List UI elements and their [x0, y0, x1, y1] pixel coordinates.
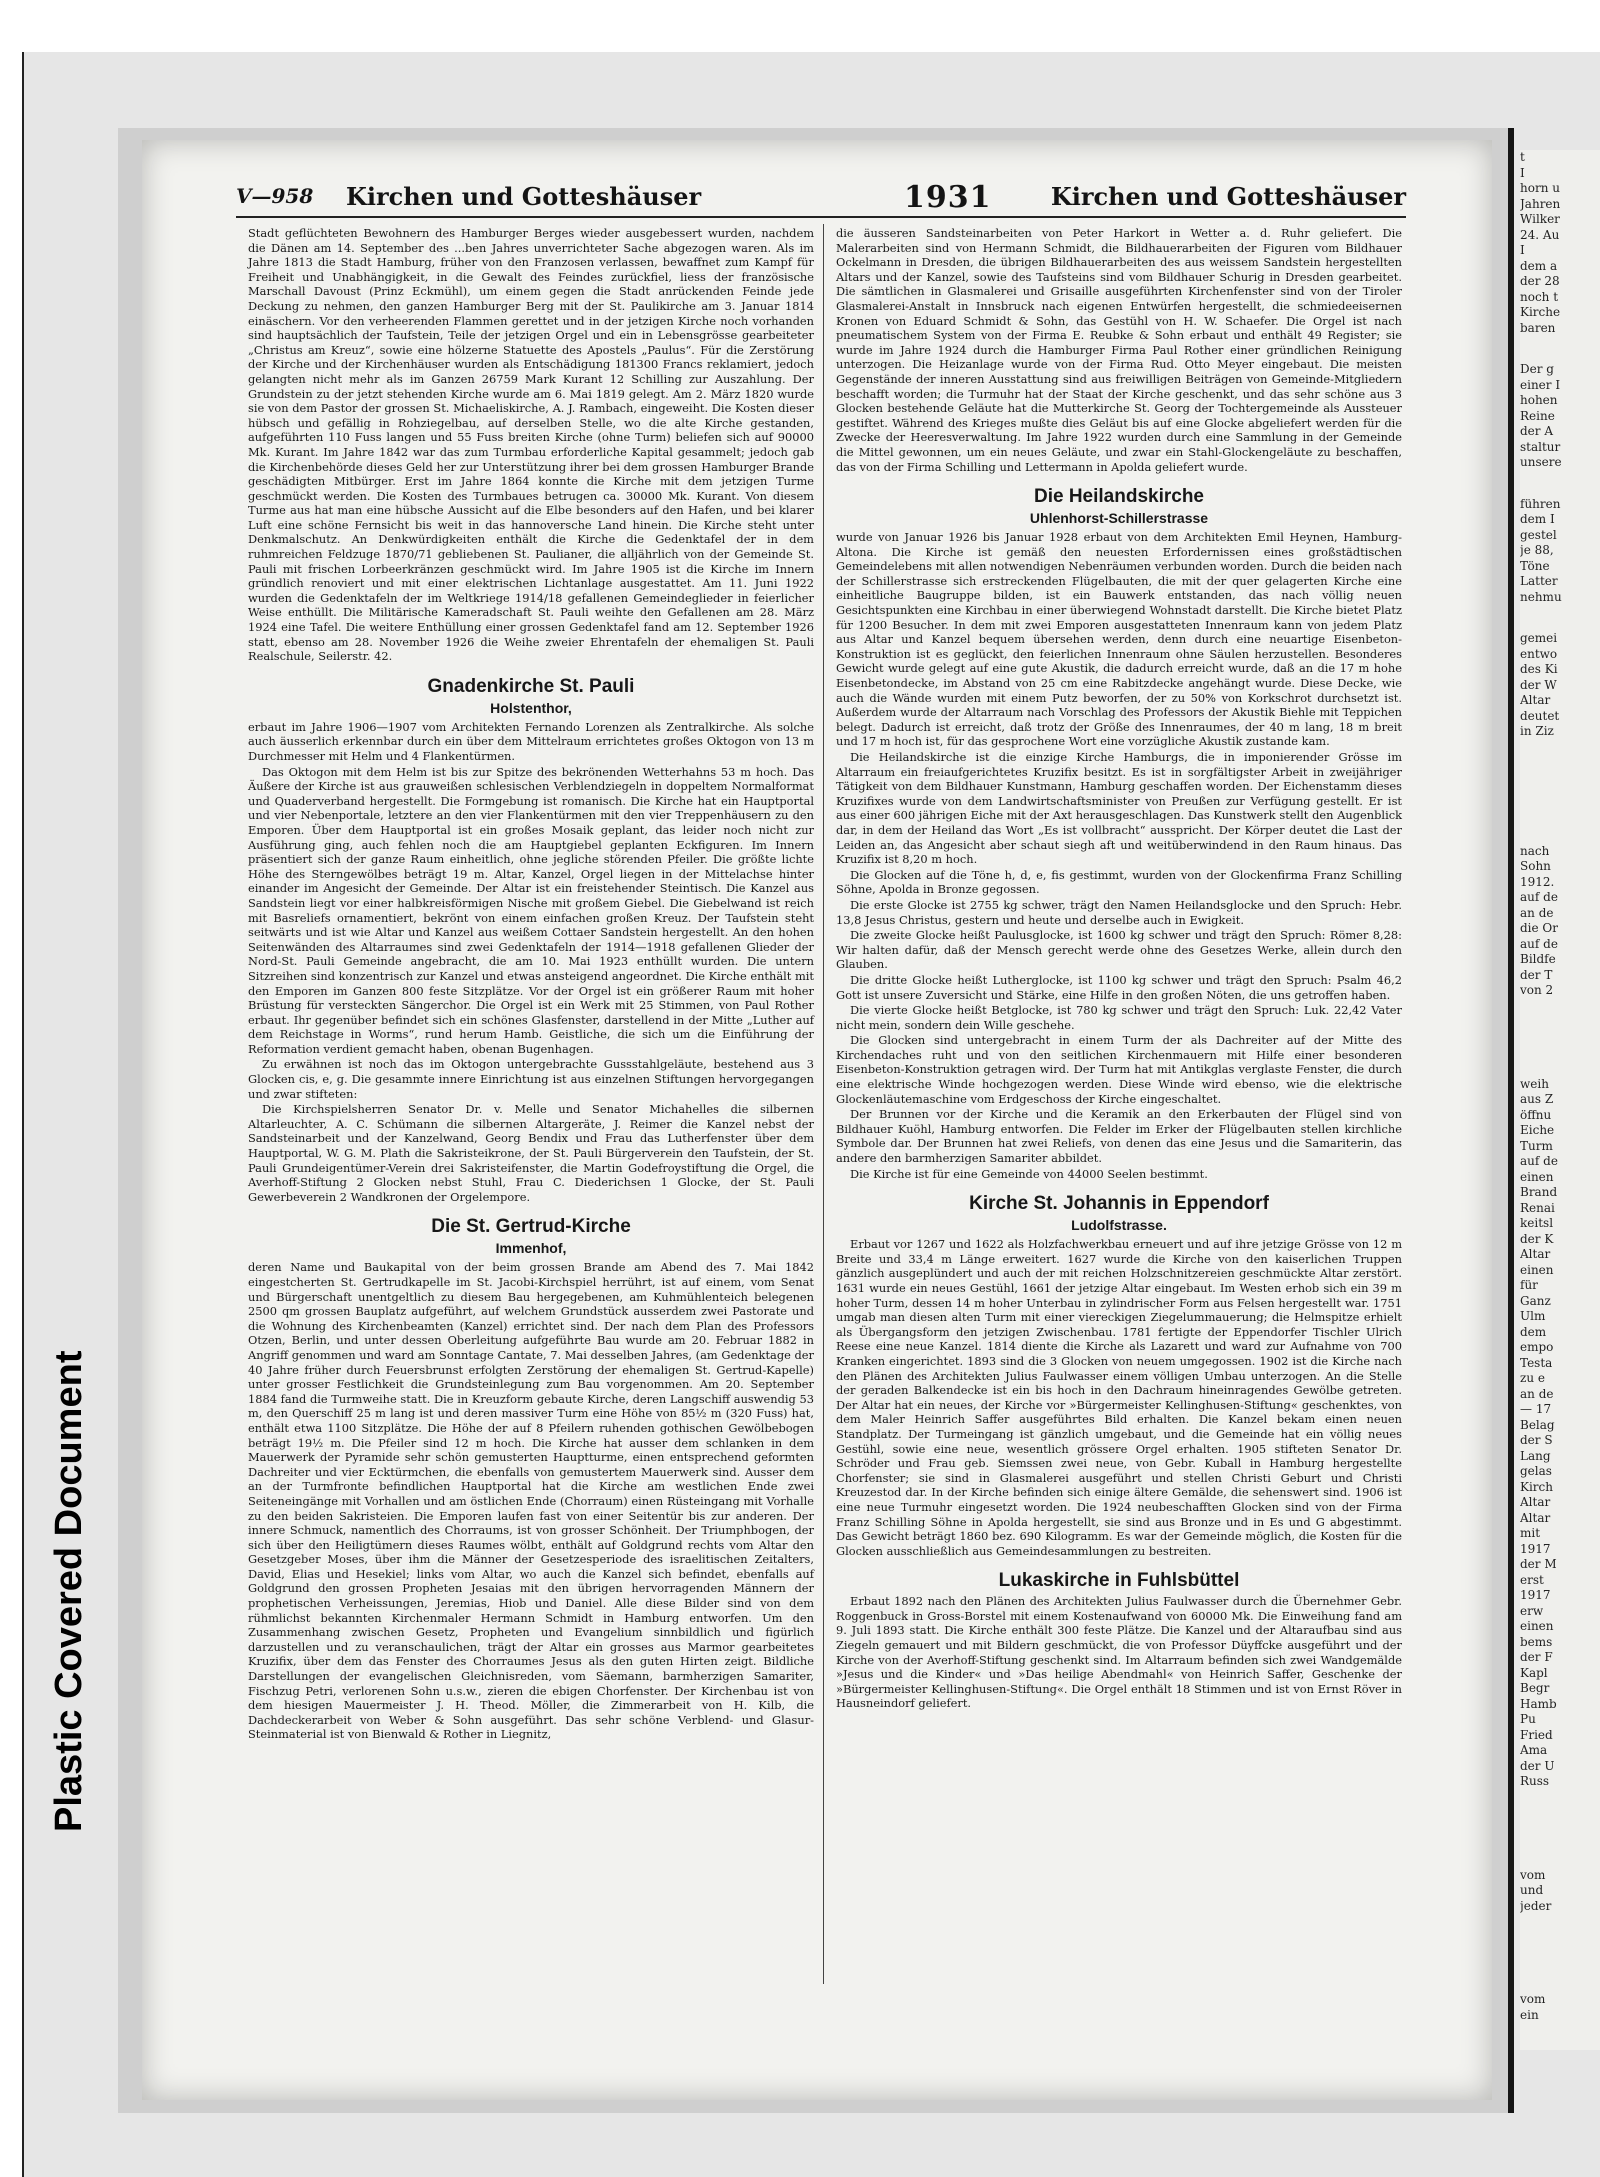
fragment-line: Reine [1520, 408, 1555, 423]
header-rule [236, 216, 1406, 218]
fragment-line: noch t [1520, 289, 1559, 304]
fragment-line [1520, 1940, 1600, 1966]
fragment-line: horn u [1520, 181, 1560, 195]
fragment-line: — 17 [1520, 1402, 1552, 1416]
paragraph: erbaut im Jahre 1906—1907 vom Architekten Fernando Lorenzen als Zentralkirche. Als solche auch äusserlich erkennbar durch ein über dem Mittelraum errichtetes großes Oktogon von 13 m Durchmesser mit Helm und 4 Flankentürmen. [248, 719, 814, 763]
fragment-line: Altar [1520, 1247, 1551, 1261]
paragraph: Das Oktogon mit dem Helm ist bis zur Spitze des bekrönenden Wetterhahns 53 m hoch. Das Äußere der Kirche ist aus grauweißen schlesischen Verblendziegeln in doppeltem Normalformat und Quaderverband hergestellt. Die Formgebung ist romanisch. Die Kirche hat ein Hauptportal und vier Nebenportale, letztere an den vier Flankentürmen mit den vier Treppenhäusern zu den Emporen. Über dem Hauptportal ist ein großes Mosaik geplant, das leider noch nicht zur Ausführung ging, auch fehlen noch die am Hauptgiebel geplanten Eckfiguren. Im Innern präsentiert sich der ganze Raum einheitlich, ohne jegliche störenden Pfeiler. Die größte lichte Höhe des Sterngewölbes beträgt 19 m. Altar, Kanzel, Orgel liegen in der Mittelachse hinter einander im Angesicht der Gemeinde. Der Altar ist ein freistehender Steintisch. Die Kanzel aus Sandstein liegt vor einer halbkreisförmigen Nische mit großem Giebel. Die Giebelwand ist reich mit Basreliefs ornamentiert, bekrönt von einem einfachen großen Kreuz. Der Taufstein steht seitwärts und ist wie Altar und Kanzel aus weißem Cottaer Sandstein hergestellt. An den hohen Seitenwänden des Altarraumes sind zwei Gedenktafeln der 1914—1918 gefallenen Glieder der Nord-St. Pauli Gemeinde angebracht, die am 10. Mai 1923 enthüllt wurden. Die untern Sitzreihen sind konzentrisch zur Kanzel und etwas ansteigend angeordnet. Die Kirche enthält mit den Emporen im Ganzen 800 feste Sitzplätze. Vor der Orgel ist ein größerer Raum mit hoher Brüstung für versteckten Sängerchor. Die Orgel ist ein Werk mit 25 Stimmen, von Paul Rother erbaut. Ihr gegenüber befindet sich ein schönes Glasfenster, darstellend in der Mitte „Luther auf dem Reichstage in Worms“, rund herum Hamb. Geistliche, die sich um die Einführung der Reformation verdient gemacht haben, obenan Bugenhagen. [248, 764, 814, 1056]
heilandskirche-text [836, 530, 1402, 1181]
fragment-line: Altar [1520, 1510, 1551, 1525]
fragment-line: zu e [1520, 1371, 1545, 1385]
fragment-line: 1917 [1520, 1588, 1551, 1602]
fragment-line: Altar [1520, 1495, 1551, 1509]
fragment-line: nach [1520, 843, 1550, 858]
fragment-line: Hamb [1520, 1696, 1557, 1711]
fragment-line [1520, 792, 1600, 818]
fragment-line: Altar [1520, 693, 1551, 707]
section-title-lukaskirche: Lukaskirche in Fuhlsbüttel [998, 1570, 1240, 1592]
fragment-line: jeder [1520, 1898, 1552, 1913]
fragment-line [1520, 1025, 1600, 1051]
paragraph: Die Kirchspielsherren Senator Dr. v. Melle und Senator Michahelles die silbernen Altarleuchter, A. C. Schümann die silbernen Altargeräte, J. Reimer die Kanzel nebst der Sandsteinarbeit und der Kanzelwand, Georg Bendix und Frau das Lutherfenster über dem Hauptportal, W. G. M. Plath die Sakristeikrone, der St. Pauli Bürgerverein den Taufstein, der St. Pauli Grundeigentümer-Verein drei Sakristeifenster, die Martin Godefroystiftung die Orgel, die Averhoff-Stiftung 2 Glocken nebst Stuhl, Frau C. Diederichsen 1 Glocke, der St. Pauli Gewerbeverein 2 Wandkronen der Orgelempore. [248, 1102, 814, 1204]
fragment-line: Latter [1520, 574, 1558, 588]
left-intro [248, 226, 814, 664]
fragment-line [1520, 1790, 1600, 1816]
fragment-line: und [1520, 1883, 1544, 1897]
section-title-st-gertrud: Die St. Gertrud-Kirche [431, 1216, 631, 1238]
fragment-line: t [1520, 150, 1525, 164]
side-label: Plastic Covered Document [48, 1350, 90, 1832]
fragment-line: Eiche [1520, 1123, 1555, 1137]
fragment-line: aus Z [1520, 1092, 1554, 1106]
paragraph: Die Glocken sind untergebracht in einem Turm der als Dachreiter auf der Mitte des Kirchendaches ruht und von den seitlichen Kirchenmauern mit Hilfe einer besonderen Eisenbeton-Konstruktion getragen wird. Der Turm hat mit Antikglas verglaste Fenster, die durch eine elektrische Winde hochgezogen werden. Diese Winde wird ebenso, wie die elektrische Glockenläutemaschine vom Erdgeschoss der Kirche eingeschaltet. [836, 1033, 1402, 1106]
paragraph: wurde von Januar 1926 bis Januar 1928 erbaut von dem Architekten Emil Heynen, Hamburg-Altona. Die Kirche ist gemäß den neuesten Erfordernissen eines großstädtischen Gemeindelebens mit allen notwendigen Nebenräumen verbunden worden. Durch die beiden nach der Schillerstrasse sich erstreckenden Flügelbauten, die mit der quer gelagerten Kirche eine einheitliche Baugruppe bilden, ist ein Bauwerk entstanden, das nach völlig neuen Gesichtspunkten eine Kirchbau in einer überwiegend Wohnstadt darstellt. Die Kirche bietet Platz für 1200 Besucher. In dem mit zwei Emporen ausgestatteten Innenraum kann von jedem Platz aus Altar und Kanzel bequem übersehen werden, denn durch eine neuartige Eisenbeton-Konstruktion ist es geglückt, den feierlichen Innenraum ohne Säulen herzustellen. Besonderes Gewicht wurde gelegt auf eine gute Akustik, die dadurch erreicht wurde, daß an die 17 m hohe Eisenbetondecke, im Abstand von 25 cm eine Rabitzdecke angehängt wurde. Diese Decke, wie auch die Wände wurden mit einem Putz beworfen, der zu 50% von Korkschrot durchsetzt ist. Außerdem wurde der Altarraum nach Vorschlag des Professors der Akustik Biehle mit Teppichen belegt. Dadurch ist erreicht, daß trotz der Größe des Innenraumes, der 40 m lang, 18 m breit und 17 m hoch ist, für das gesprochene Wort eine vorzügliche Akustik zustande kam. [836, 530, 1402, 749]
fragment-line: Belag [1520, 1417, 1555, 1432]
fragment-line: Begr [1520, 1681, 1550, 1695]
fragment-line [1520, 1842, 1600, 1868]
fragment-line: Renai [1520, 1200, 1555, 1215]
paragraph: Die zweite Glocke heißt Paulusglocke, ist 1600 kg schwer und trägt den Spruch: Römer 8,28: Wir halten dafür, daß der Mensch gerecht werde ohne des Gesetzes Werke, allein durch den Glauben. [836, 928, 1402, 972]
fragment-line [1520, 766, 1600, 792]
paragraph: Die vierte Glocke heißt Betglocke, ist 780 kg schwer und trägt den Spruch: Luk. 22,42 Vater nicht mein, sondern dein Wille geschehe. [836, 1003, 1402, 1032]
right-intro [836, 226, 1402, 474]
fragment-line: Kirch [1520, 1479, 1553, 1494]
fragment-line: weih [1520, 1076, 1549, 1091]
fragment-line: führen [1520, 496, 1561, 511]
section-title-st-johannis: Kirche St. Johannis in Eppendorf [969, 1193, 1269, 1215]
paragraph: Die Kirche ist für eine Gemeinde von 44000 Seelen bestimmt. [850, 1166, 1208, 1181]
gnadenkirche-text [248, 720, 814, 1205]
paragraph: Die Heilandskirche ist die einzige Kirche Hamburgs, die in imponierender Grösse im Altarraum ein freiaufgerichtetes Kruzifix besitzt. Es ist in sorgfältigster Arbeit in zweijähriger Tätigkeit von dem Bildhauer Kunstmann, Hamburg geschaffen worden. Der Eichenstamm dieses Kruzifixes wurde von dem Landwirtschaftsminister von Preußen zur Verfügung gestellt. Er ist aus einer 600 jährigen Eiche mit der Axt herausgeschlagen. Das Kunstwerk stellt den Augenblick dar, in dem der Heiland das Wort „Es ist vollbracht“ ausspricht. Der Körper deutet die Last der Leiden an, das Angesicht aber schaut siegh aft und weitüberwindend in den Raum hinaus. Das Kruzifix ist 8,20 m hoch. [836, 750, 1402, 867]
fragment-line [1520, 336, 1600, 362]
fragment-line: der T [1520, 967, 1553, 982]
section-title-heilandskirche: Die Heilandskirche [1033, 486, 1205, 508]
header-right-title: Kirchen und Gotteshäuser [1050, 182, 1406, 211]
st-johannis-text [836, 1237, 1402, 1558]
fragment-line: der S [1520, 1433, 1553, 1447]
fragment-line [1520, 1914, 1600, 1940]
fragment-line: deutet [1520, 708, 1560, 723]
fragment-line: dem a [1520, 258, 1558, 273]
paragraph: Stadt geflüchteten Bewohnern des Hamburger Berges wieder ausgebessert wurden, nachdem die Dänen am 14. September des ...ben Jahres unverrichteter Sache abgezogen waren. Als im Jahre 1813 die Stadt Hamburg, früher von den Franzosen verlassen, bewaffnet zum Kampf für Freiheit und Unabhängigkeit, in die Gewalt des Feindes zurückfiel, liess der französische Marschall Davoust (Prinz Eckmühl), um einem gegen die Stadt anrückenden Feinde jede Deckung zu nehmen, den ganzen Hamburger Berg mit der St. Paulikirche am 3. Januar 1814 einäschern. Vor den verheerenden Flammen gerettet und in der jetzigen Kirche noch vorhanden sind hauptsächlich der Taufstein, Teile der jetzigen Orgel und ein in Lebensgrösse gearbeiteter „Christus am Kreuz“, sowie eine hölzerne Statuette des Apostels „Paulus“. Für die Zerstörung der Kirche und der Kirchenhäuser wurden als Entschädigung 181300 Francs reklamiert, jedoch gelangten nicht mehr als im Ganzen 26759 Mark Kurant 12 Schilling zur Auszahlung. Der Grundstein zu der jetzt stehenden Kirche wurde am 6. Mai 1819 gelegt. Am 2. März 1820 wurde sie von dem Pastor der grossen St. Michaeliskirche, A. J. Rambach, eingeweiht. Die Kosten dieser hübsch und gefällig in Rohziegelbau, auf derselben Stelle, wo die alte Kirche gestanden, aufgeführten 110 Fuss langen und 55 Fuss breiten Kirche (ohne Turm) beliefen sich auf 90000 Mk. Kurant. Im Jahre 1842 war das zum Turmbau erforderliche Kapital gesammelt; jedoch gab die Kirchenbehörde dieses Geld her zur Unterstützung ihrer bei dem grossen Hamburger Brande geschädigten Mitbürger. Erst im Jahre 1864 konnte die Kirche mit dem jetzigen Turme geschmückt werden. Die Kosten des Turmbaues betrugen ca. 30000 Mk. Kurant. Von diesem Turme aus hat man eine hübsche Aussicht auf die Elbe besonders auf den Hafen, und bei klarer Luft eine schöne Fernsicht bis weit in das hannoversche Land hinein. Die Kirche steht unter Denkmalschutz. An Denkwürdigkeiten enthält die Kirche die Gedenktafel der in dem ruhmreichen Feldzuge 1870/71 gebliebenen St. Paulianer, die alljährlich von der Gemeinde St. Pauli mit frischen Lorbeerkränzen geschmückt wird. Im Jahre 1905 ist die Kirche im Innern gründlich renoviert und mit einer elektrischen Lichtanlage ausgestattet. Am 11. Juni 1922 wurden die Gedenktafeln der im Weltkriege 1914/18 gefallenen Gemeindeglieder in feierlicher Weise enthüllt. Die Militärische Kameradschaft St. Pauli weihte den Gefallenen am 28. März 1924 eine Tafel. Die weitere Enthüllung einer grossen Gedenktafel fand am 12. September 1926 statt, ebenso am 28. November 1926 die Weihe zweier Ehrentafeln der ehemaligen St. Pauli Realschule, Seilerstr. 42. [248, 226, 814, 664]
fragment-line [1520, 605, 1600, 631]
paragraph: deren Name und Baukapital von der beim grossen Brande am Abend des 7. Mai 1842 eingestcherten St. Gertrudkapelle im St. Jacobi-Kirchspiel herrührt, ist auf einem, vom Senat und Bürgerschaft unentgeltlich zu diesem Bau hergegebenen, am Kuhmühlenteich belegenen 2500 qm grossen Bauplatz aufgeführt, auf welchem Grundstück ausserdem zwei Pastorate und die Wohnung des Kirchenbeamten (Kanzel) errichtet sind. Der nach dem Plan des Professors Otzen, Berlin, und unter dessen Oberleitung aufgeführte Bau wurde am 20. Februar 1882 in Angriff genommen und ward am Sonntage Cantate, 7. Mai desselben Jahres, (am Gedenktage der 40 Jahre früher durch Feuersbrunst erfolgten Zerstörung der ehemaligen St. Gertrud-Kapelle) unter grosser Festlichkeit die Grundsteinlegung zum Bau vorgenommen. Am 20. September 1884 fand die Turmweihe statt. Die in Kreuzform gebaute Kirche, deren Langschiff auswendig 53 m, den Querschiff 25 m lang ist und deren massiver Turm eine Höhe von 85½ m (320 Fuss) hat, enthält etwa 1100 Sitzplätze. Die Höhe der auf 8 Pfeilern ruhenden gothischen Gewölbebogen beträgt 19½ m. Die Pfeiler sind 12 m hoch. Die Kirche hat ausser dem schlanken in dem Mauerwerk der Pyramide sehr schön gemusterten Hauptturme, einen entsprechend geformten Dachreiter und vier Ecktürmchen, die ebenfalls von gemustertem Mauerwerk sind. Ausser dem an der Turmfronte befindlichen Hauptportal hat die Kirche am westlichen Ende zwei Seiteneingänge mit Vorhallen und am östlichen Ende (Chorraum) einen Rüsteingang mit Vorhalle zu den beiden Sakristeien. Die Emporen laufen fast von einer Seitentür bis zur anderen. Der innere Schmuck, namentlich des Chorraums, ist von grosser Schönheit. Der Triumphbogen, der sich über den Heiligtümern dieses Raumes wölbt, enthält auf Goldgrund rechts vom Altar den Gesetzgeber Moses, über ihm die Männer der Gesetzesperiode des israelitischen Zeitalters, David, Elias und Hesekiel; links vom Altar, wo auch die Kanzel sich befindet, ebenfalls auf Goldgrund den grossen Propheten Jesaias mit den übrigen hervorragenden Männern der prophetischen Verheissungen, Jeremias, Hiob und Daniel. Alle diese Bilder sind von dem rühmlichst bekannten Kirchenmaler Hermann Schmidt in Hamburg entworfen. Um den Zusammenhang zwischen Gesetz, Propheten und Evangelium sinnbildlich und figürlich darzustellen und zu veranschaulichen, trägt der Altar ein grosses aus Marmor gearbeitetes Kruzifix, über dem das Fenster des Chorraumes Jesus als den guten Hirten zeigt. Bildliche Darstellungen der evangelischen Gleichnisreden, vom Säemann, barmherzigen Samariter, Fischzug Petri, verlorenen Sohn u.s.w., zieren die ebigen Chorfenster. Der Kirchenbau ist von dem hiesigen Mauermeister J. H. Theod. Möller, die Zimmerarbeit von H. Kilb, die Dachdeckerarbeit von Weber & Sohn ausgeführt. Das sehr schöne Verblend- und Glasur-Steinmaterial ist von Bienwald & Rother in Liegnitz, [248, 1260, 814, 1742]
fragment-line: Kirche [1520, 305, 1561, 319]
fragment-line: Fried [1520, 1727, 1553, 1742]
left-column [248, 226, 814, 1743]
fragment-line [1520, 818, 1600, 844]
fragment-line: entwo [1520, 646, 1558, 661]
section-title-gnadenkirche: Gnadenkirche St. Pauli [427, 675, 635, 697]
fragment-line: mit [1520, 1526, 1541, 1540]
fragment-line: Ulm [1520, 1309, 1546, 1323]
fragment-line: in Ziz [1520, 724, 1554, 738]
fragment-line: gelas [1520, 1464, 1552, 1478]
fragment-line: der W [1520, 677, 1557, 692]
fragment-line: ein [1520, 2007, 1539, 2022]
fragment-line: auf de [1520, 1154, 1558, 1168]
fragment-line: hohen [1520, 393, 1558, 407]
fragment-line: Sohn [1520, 859, 1551, 873]
paragraph: Zu erwähnen ist noch das im Oktogon untergebrachte Gussstahlgeläute, bestehend aus 3 Glocken cis, e, g. Die gesammte innere Einrichtung ist aus einzelnen Stiftungen hervorgegangen und zwar stifteten: [248, 1057, 814, 1101]
fragment-line: Russ [1520, 1774, 1550, 1788]
fragment-line: für [1520, 1278, 1538, 1292]
fragment-line: Bildfe [1520, 952, 1556, 966]
fragment-line: I [1520, 165, 1525, 180]
fragment-line: Jahren [1520, 196, 1561, 211]
fragment-line [1520, 1816, 1600, 1842]
fragment-line: Ama [1520, 1743, 1548, 1757]
fragment-line: 1912. [1520, 874, 1555, 889]
fragment-line: Lang [1520, 1448, 1551, 1463]
fragment-line: Kapl [1520, 1665, 1548, 1680]
section-subtitle-ludolfstrasse: Ludolfstrasse. [1071, 1217, 1167, 1234]
fragment-line: 24. Au [1520, 227, 1560, 242]
fragment-line: der M [1520, 1557, 1557, 1571]
fragment-line: erw [1520, 1603, 1544, 1618]
fragment-line: nehmu [1520, 589, 1562, 604]
section-subtitle-uhlenhorst: Uhlenhorst-Schillerstrasse [1029, 510, 1209, 527]
fragment-line: vom [1520, 1992, 1546, 2006]
fragment-line: öffnu [1520, 1107, 1552, 1122]
fragment-line: der K [1520, 1231, 1554, 1246]
fragment-line: je 88, [1520, 543, 1554, 557]
paragraph: Die dritte Glocke heißt Lutherglocke, ist 1100 kg schwer und trägt den Spruch: Psalm 46,2 Gott ist unsere Zuversicht und Stärke, eine Hilfe in den großen Nöten, die uns getroffen haben. [836, 972, 1402, 1002]
st-gertrud-text [248, 1260, 814, 1742]
fragment-line: Ganz [1520, 1293, 1551, 1308]
fragment-line: Töne [1520, 558, 1550, 573]
header-left-title: Kirchen und Gotteshäuser [346, 182, 702, 211]
paragraph: Die erste Glocke ist 2755 kg schwer, trägt den Namen Heilandsglocke und den Spruch: Hebr. 13,8 Jesus Christus, gestern und heute und derselbe auch in Ewigkeit. [836, 897, 1402, 927]
lukaskirche-text [836, 1594, 1402, 1711]
fragment-line: gestel [1520, 527, 1557, 542]
fragment-line: auf de [1520, 890, 1558, 904]
fragment-line: dem [1520, 1324, 1547, 1339]
fragment-line: dem I [1520, 512, 1555, 526]
fragment-line: an de [1520, 1386, 1554, 1401]
section-subtitle-immenhof: Immenhof, [495, 1240, 567, 1257]
paragraph: Erbaut 1892 nach den Plänen des Architekten Julius Faulwasser durch die Übernehmer Gebr. Roggenbuck in Gross-Borstel mit einem Kostenaufwand von 60000 Mk. Die Einweihung fand am 9. Juli 1893 statt. Die Kirche enthält 300 feste Plätze. Die Kanzel und der Altaraufbau sind aus Ziegeln gemauert und mit Bildern geschmückt, die von Professor Düyffcke ausgeführt und der Kirche von der Averhoff-Stiftung geschenkt sind. Im Altarraum befinden sich zwei Wandgemälde »Jesus und die Kinder« und »Das heilige Abendmahl« von Heinrich Saffer, Geschenke der »Bürgermeister Kellinghusen-Stiftung«. Die Orgel enthält 18 Stimmen und ist von Ernst Röver in Hausneindorf geliefert. [836, 1594, 1402, 1711]
fragment-line: Brand [1520, 1185, 1558, 1199]
fragment-line: staltur [1520, 439, 1561, 454]
fragment-line [1520, 1051, 1600, 1077]
fragment-line: vom [1520, 1867, 1546, 1882]
fragment-line: erst [1520, 1572, 1544, 1587]
paragraph: Die Glocken auf die Töne h, d, e, fis gestimmt, wurden von der Glockenfirma Franz Schilling Söhne, Apolda in Bronze gegossen. [836, 867, 1402, 897]
fragment-line: einen [1520, 1262, 1554, 1277]
fragment-line: der U [1520, 1758, 1555, 1773]
fragment-line [1520, 999, 1600, 1025]
fragment-line [1520, 471, 1600, 497]
fragment-line: die Or [1520, 921, 1559, 935]
fragment-line: der F [1520, 1650, 1553, 1664]
fragment-line: baren [1520, 320, 1556, 335]
fragment-line: der A [1520, 424, 1553, 438]
fragment-line: unsere [1520, 455, 1562, 469]
side-label-cropped [2, 1280, 20, 1840]
fragment-line: einer I [1520, 377, 1561, 392]
fragment-line: empo [1520, 1340, 1554, 1354]
fragment-line: Pu [1520, 1712, 1536, 1726]
fragment-line: Turm [1520, 1138, 1553, 1153]
fragment-line: I [1520, 243, 1525, 257]
document-page [142, 140, 1492, 2100]
fragment-line: Wilker [1520, 212, 1560, 226]
paragraph: Erbaut vor 1267 und 1622 als Holzfachwerkbau erneuert und auf ihre jetzige Grösse von 12 m Breite und 33,4 m Länge erweitert. 1627 wurde die Kirche von den kaiserlichen Truppen gänzlich ausgeplündert und auch der mit reichen Holzschnitzereien geschmückte Altar zerstört. 1631 wurde ein neues Gestühl, 1661 der jetzige Altar eingebaut. Im Westen erhob sich ein 39 m hoher Turm, dessen 14 m hoher Unterbau in zylindrischer Form aus Felsen hergestellt war. 1751 umgab man diesen alten Turm mit einer viereckigen Ziegelummauerung; die Helmspitze erhielt als Übergangsform den jetzigen Zwischenbau. 1781 fertigte der Eppendorfer Tischler Ulrich Reese eine neue Kanzel. 1814 diente die Kirche als Lazarett und ward zur Aufnahme von 700 Kranken eingerichtet. 1893 sind die 3 Glocken von neuem umgegossen. 1902 ist die Kirche nach den Plänen des Architekten Julius Faulwasser einem völligen Umbau unterzogen. An die Stelle der geraden Balkendecke ist ein bis hoch in den Dachraum hineinragendes Gewölbe getreten. Der Altar hat ein neues, der Kirche vor »Bürgermeister Kellinghusen-Stiftung« geschenktes, von dem Maler Heinrich Saffer ausgeführtes Bild erhalten. Die Kanzel bekam einen neuen Standplatz. Der Turmeingang ist gänzlich umgebaut, und die Gemeinde hat ein völlig neues Gestühl, sowie eine neue, wesentlich grössere Orgel erhalten. 1905 stifteten Senator Dr. Schröder und Frau geb. Siemssen zwei neue, von Gebr. Kuball in Hamburg hergestellte Chorfenster; sie sind in Glasmalerei ausgeführt und stellen Christi Geburt und Christi Kreuzestod dar. In der Kirche befinden sich einige ältere Gemälde, die sehenswert sind. 1906 ist eine neue Turmuhr eingesetzt worden. Die 1924 neubeschafften Glocken sind von der Firma Franz Schilling Söhne in Apolda hergestellt, sie sind aus Bronze und in Es und G abgestimmt. Das Gewicht beträgt 1860 bez. 690 Kilogramm. Es war der Gemeinde möglich, die Kosten für die Glocken ausschließlich aus Gemeindesammlungen zu bestreiten. [836, 1237, 1402, 1558]
page-header [236, 180, 1406, 215]
column-rule [823, 224, 824, 1984]
fragment-line [1520, 1966, 1600, 1992]
section-subtitle-holstenthor: Holstenthor, [490, 699, 572, 716]
fragment-line: keitsl [1520, 1216, 1554, 1230]
paragraph: Der Brunnen vor der Kirche und die Keramik an den Erkerbauten der Flügel sind von Bildhauer Kuöhl, Hamburg entworfen. Die Felder im Erker der Flügelbauten stellen kirchliche Symbole dar. Der Brunnen hat zwei Reliefs, von denen das eine Jesus und die Samariterin, das andere den barmherzigen Samariter abbildet. [836, 1107, 1402, 1166]
fragment-line [1520, 740, 1600, 766]
fragment-line: an de [1520, 905, 1554, 920]
fragment-line: einen [1520, 1169, 1554, 1184]
fragment-line: von 2 [1520, 983, 1554, 997]
fragment-line: der 28 [1520, 274, 1560, 288]
fragment-line: auf de [1520, 936, 1558, 951]
adjacent-page-fragment [1520, 150, 1600, 2050]
fragment-line: des Ki [1520, 662, 1558, 676]
fragment-line: 1917 [1520, 1541, 1551, 1556]
page-number: V—958 [236, 184, 314, 208]
fragment-line: Testa [1520, 1355, 1553, 1370]
header-year: 1931 [904, 180, 992, 215]
right-column [836, 226, 1402, 1712]
fragment-line: gemei [1520, 631, 1558, 645]
fragment-line: Der g [1520, 362, 1554, 376]
fragment-line: bems [1520, 1634, 1553, 1649]
fragment-line: einen [1520, 1619, 1554, 1633]
paragraph: die äusseren Sandsteinarbeiten von Peter Harkort in Wetter a. d. Ruhr geliefert. Die Malerarbeiten sind von Hermann Schmidt, die Bildhauerarbeiten der Figuren vom Bildhauer Ockelmann in Dresden, die übrigen Bildhauerarbeiten des aus weissem Sandstein hergestellten Altars und der Kanzel, sowie des Taufsteins sind vom Bildhauer Schurig in Dresden gearbeitet. Die sämtlichen in Glasmalerei und Grisaille ausgeführten Kirchenfenster sind von der Tiroler Glasmalerei-Anstalt in Innsbruck nach eigenen Entwürfen hergestellt, die schmiedeeisernen Kronen von Eduard Schmidt & Sohn, das Gestühl von H. W. Schaefer. Die Orgel ist nach pneumatischem System von der Firma E. Reubke & Sohn erbaut und enthält 49 Register; sie wurde im Jahre 1924 durch die Hamburger Firma Paul Rother einer gründlichen Reinigung unterzogen. Die Heizanlage wurde von der Firma Rud. Otto Meyer eingebaut. Die meisten Gegenstände der inneren Ausstattung sind aus freiwilligen Beiträgen von Gemeinde-Mitgliedern beschafft worden; die Turmuhr hat der Staat der Kirche geschenkt, und das sehr schöne aus 3 Glocken bestehende Geläute hat die Mutterkirche St. Georg der Tochtergemeinde als Aussteuer gestiftet. Während des Krieges mußte dies Geläut bis auf eine Glocke abgeliefert werden für die Zwecke der Heeresverwaltung. Im Jahre 1922 wurden durch eine Sammlung in der Gemeinde die Mittel gewonnen, um ein neues Geläute, und zwar ein Stahl-Glockengeläute zu beschaffen, das von der Firma Schilling und Lettermann in Apolda geliefert wurde. [836, 226, 1402, 474]
